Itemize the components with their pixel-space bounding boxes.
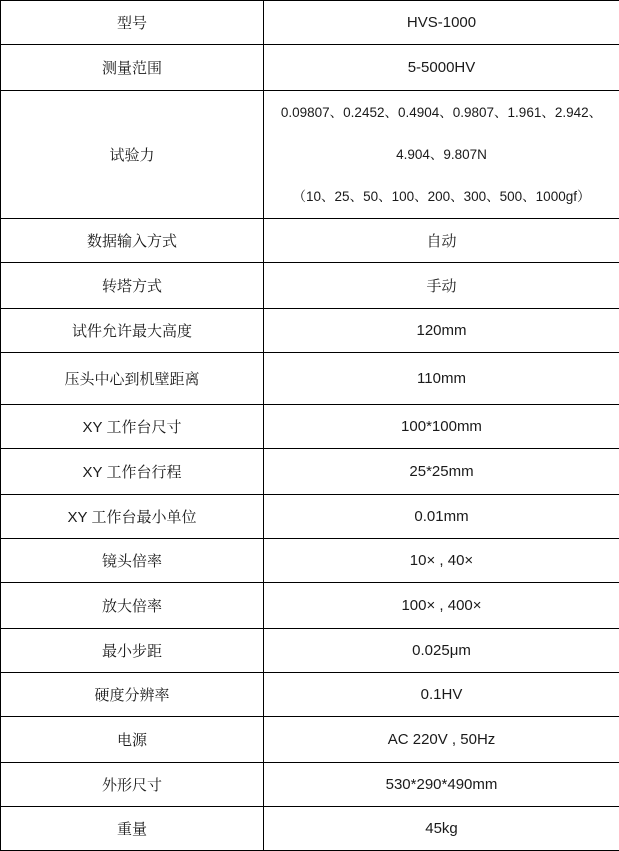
spec-value: HVS-1000 — [264, 1, 619, 45]
spec-value: 110mm — [264, 353, 619, 405]
table-row — [1, 353, 619, 405]
table-row — [1, 45, 619, 91]
spec-label: 硬度分辨率 — [1, 673, 264, 717]
table-row — [1, 263, 619, 309]
spec-value: 10× , 40× — [264, 539, 619, 583]
spec-label: 试件允许最大高度 — [1, 309, 264, 353]
table-row — [1, 405, 619, 449]
spec-label: 转塔方式 — [1, 263, 264, 309]
spec-value: 100× , 400× — [264, 583, 619, 629]
table-row — [1, 763, 619, 807]
spec-value: 530*290*490mm — [264, 763, 619, 807]
spec-value — [264, 91, 619, 219]
spec-label: 重量 — [1, 807, 264, 851]
spec-value: 0.025μm — [264, 629, 619, 673]
spec-value: 100*100mm — [264, 405, 619, 449]
spec-value-line: 0.09807、0.2452、0.4904、0.9807、1.961、2.942、 — [267, 92, 616, 134]
table-row — [1, 495, 619, 539]
table-row — [1, 449, 619, 495]
spec-label: 电源 — [1, 717, 264, 763]
spec-label: 数据输入方式 — [1, 219, 264, 263]
spec-value: 25*25mm — [264, 449, 619, 495]
table-row — [1, 91, 619, 219]
spec-value: 自动 — [264, 219, 619, 263]
table-row — [1, 583, 619, 629]
table-row — [1, 673, 619, 717]
spec-value: 0.1HV — [264, 673, 619, 717]
table-row — [1, 629, 619, 673]
spec-value: 手动 — [264, 263, 619, 309]
spec-value: 120mm — [264, 309, 619, 353]
spec-label: 镜头倍率 — [1, 539, 264, 583]
spec-label: 外形尺寸 — [1, 763, 264, 807]
spec-label: 试验力 — [1, 91, 264, 219]
spec-label: 放大倍率 — [1, 583, 264, 629]
spec-label: 最小步距 — [1, 629, 264, 673]
spec-label: 测量范围 — [1, 45, 264, 91]
spec-value: AC 220V , 50Hz — [264, 717, 619, 763]
spec-value: 0.01mm — [264, 495, 619, 539]
spec-value: 45kg — [264, 807, 619, 851]
table-row — [1, 807, 619, 851]
spec-value-line: （10、25、50、100、200、300、500、1000gf） — [267, 176, 616, 218]
spec-label: XY 工作台尺寸 — [1, 405, 264, 449]
table-row — [1, 219, 619, 263]
spec-label: XY 工作台最小单位 — [1, 495, 264, 539]
spec-label: XY 工作台行程 — [1, 449, 264, 495]
table-row — [1, 309, 619, 353]
table-row — [1, 539, 619, 583]
table-row — [1, 1, 619, 45]
spec-value-line: 4.904、9.807N — [267, 134, 616, 176]
spec-value: 5-5000HV — [264, 45, 619, 91]
spec-label: 型号 — [1, 1, 264, 45]
spec-label: 压头中心到机壁距离 — [1, 353, 264, 405]
table-row — [1, 717, 619, 763]
